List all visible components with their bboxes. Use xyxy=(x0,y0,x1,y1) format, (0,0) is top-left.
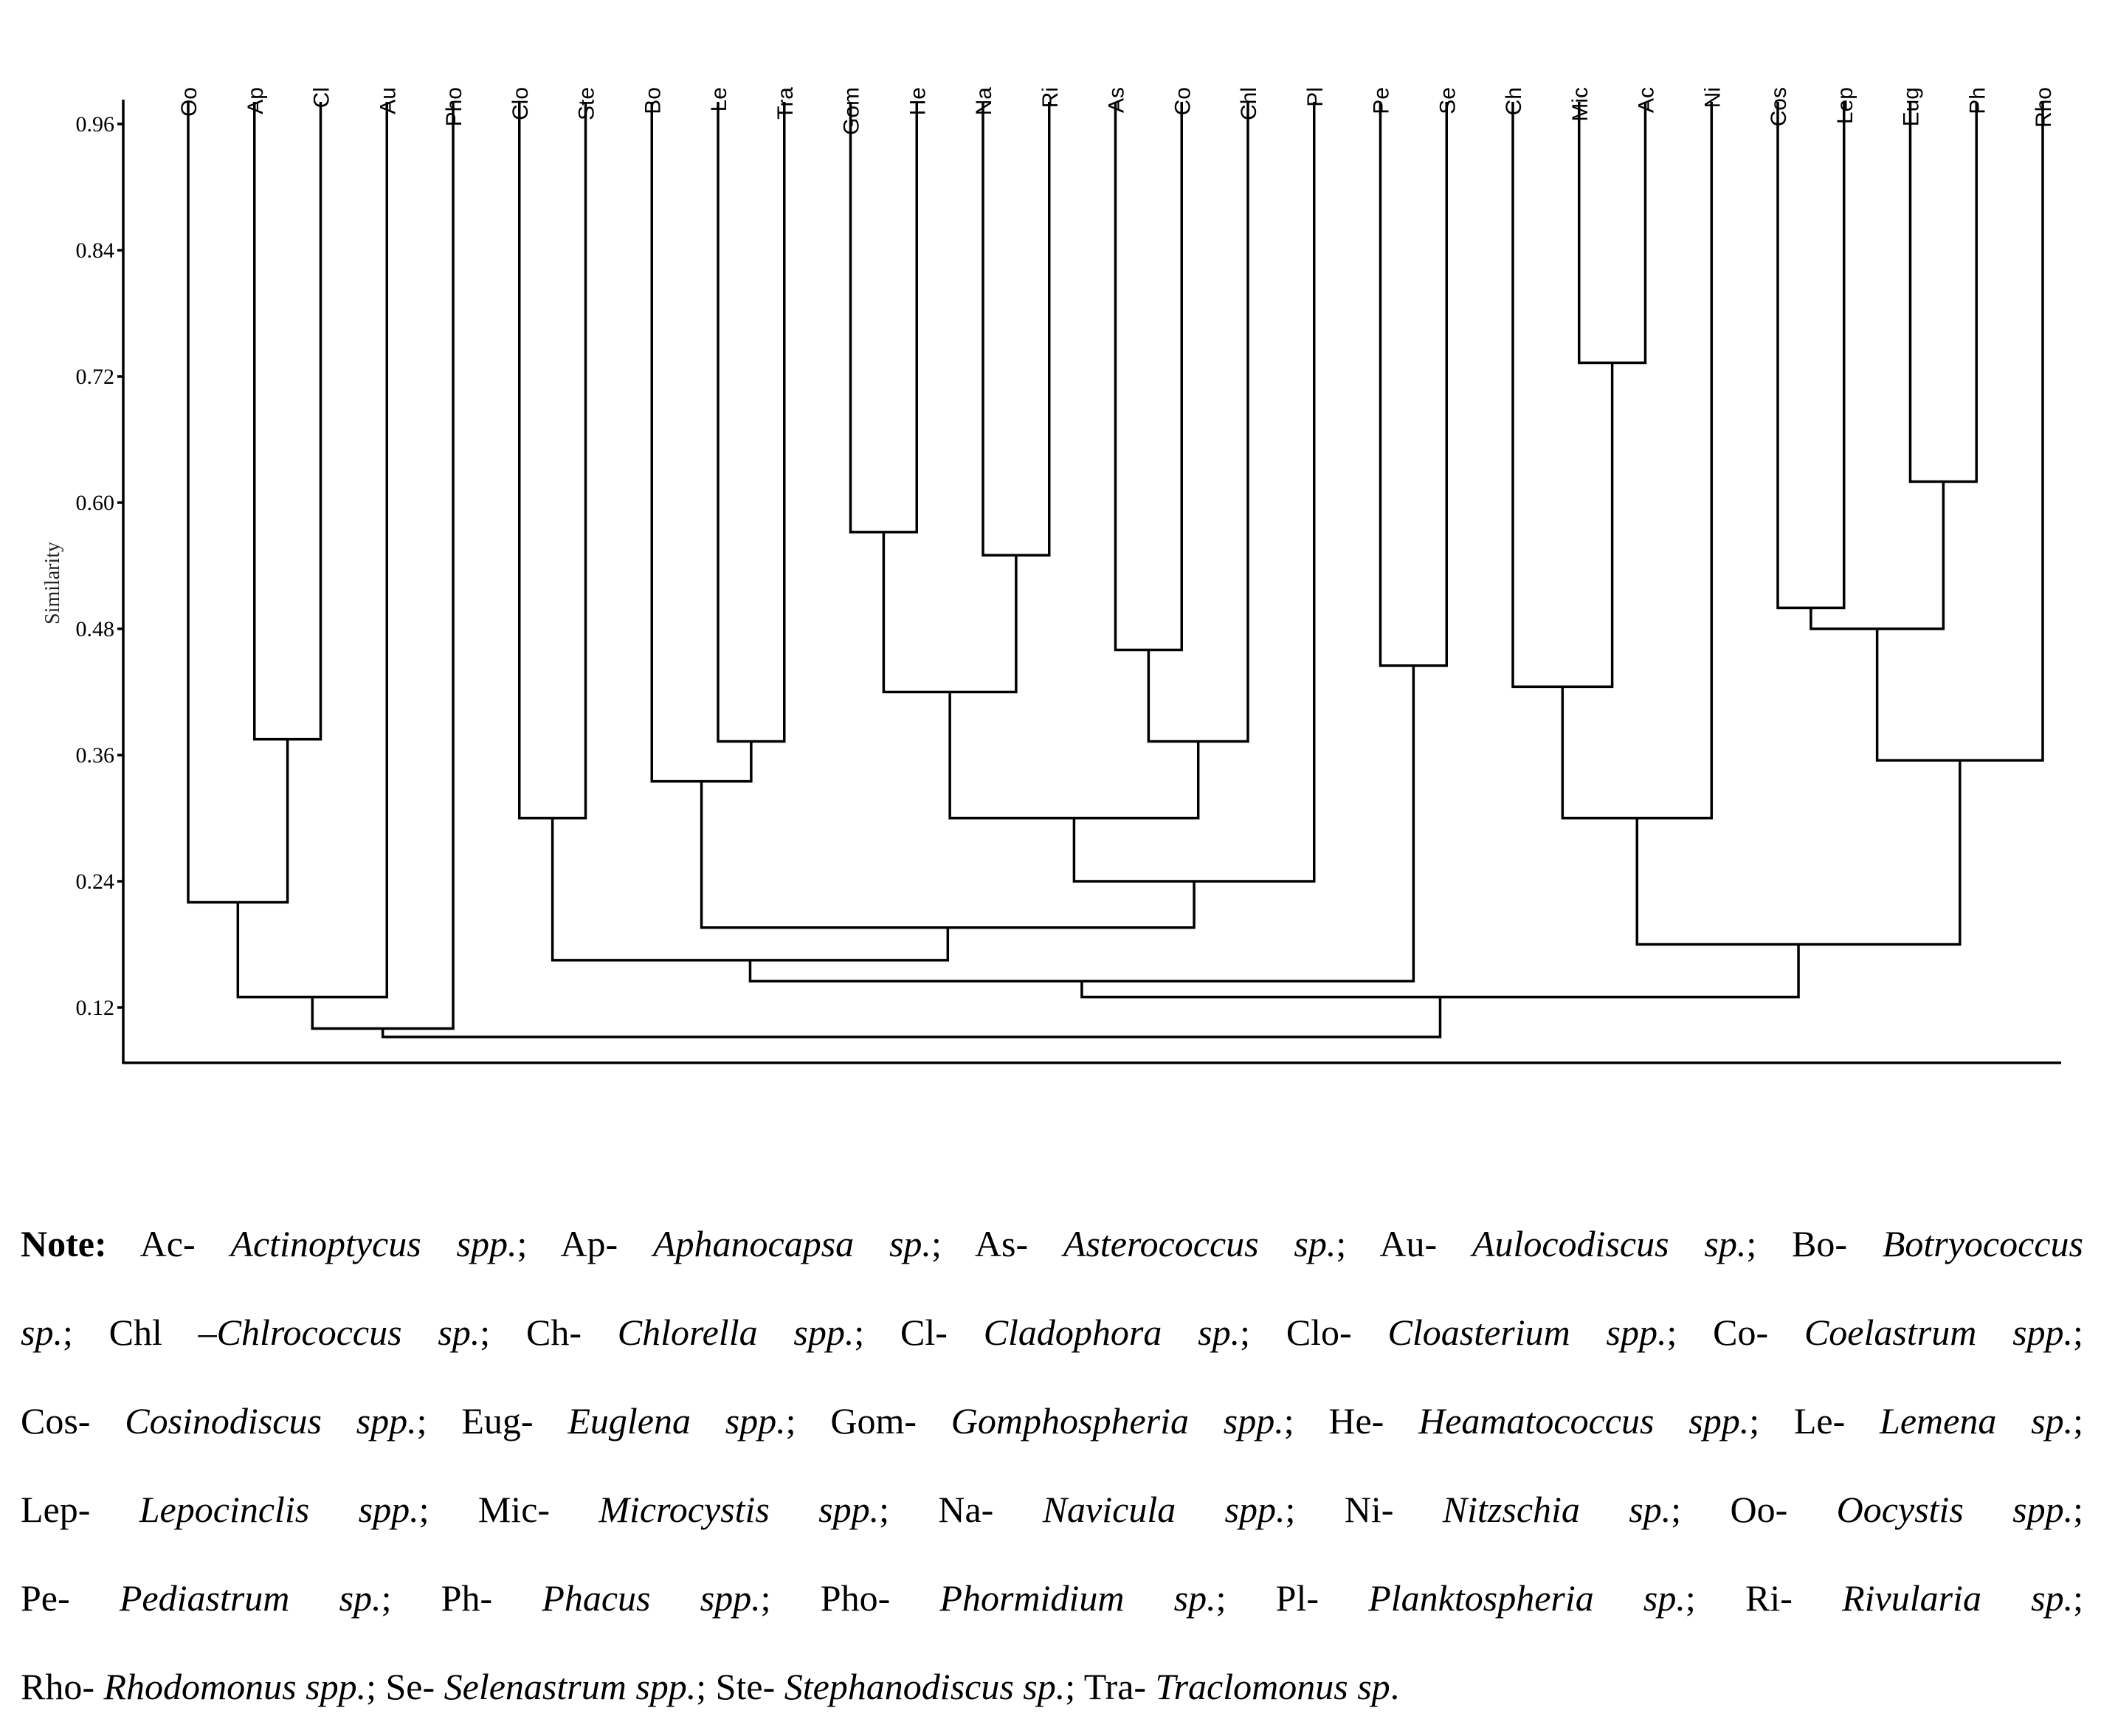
note-text: ; Ap- xyxy=(517,1223,653,1264)
leaf-label: Gom xyxy=(839,87,864,136)
species-name: Aulocodiscus sp. xyxy=(1472,1223,1747,1264)
note-text: Cos- xyxy=(21,1400,125,1442)
species-name: Cosinodiscus spp. xyxy=(125,1400,417,1442)
dendrogram-link xyxy=(553,819,948,960)
leaf-label: Bo xyxy=(641,87,666,114)
leaf-label: Le xyxy=(707,87,731,112)
axes xyxy=(123,100,2061,1063)
dendrogram-link xyxy=(983,102,1049,555)
note-line xyxy=(21,1465,2083,1554)
species-name: Coelastrum spp. xyxy=(1804,1312,2074,1353)
dendrogram-link xyxy=(188,102,288,903)
leaf-label: Ste xyxy=(574,87,599,121)
leaf-label: Cl xyxy=(309,87,334,108)
leaf-label: Na xyxy=(972,87,996,116)
note-text: ; Co- xyxy=(1666,1312,1804,1353)
note-text: ; Ri- xyxy=(1685,1577,1843,1619)
dendrogram-link xyxy=(312,102,453,1029)
y-tick-label: 0.84 xyxy=(75,238,114,263)
note-text: ; Na- xyxy=(879,1489,1043,1530)
species-name: Cladophora sp. xyxy=(983,1312,1241,1353)
dendrogram-link xyxy=(950,692,1198,819)
y-tick-label: 0.12 xyxy=(75,996,114,1020)
leaf-label: Ac xyxy=(1634,87,1659,114)
species-name: Microcystis spp. xyxy=(598,1489,880,1530)
dendrogram-link xyxy=(1562,102,1711,819)
note-text: ; Ch- xyxy=(480,1312,618,1353)
note-label: Note: xyxy=(21,1223,107,1264)
dendrogram-link xyxy=(1877,102,2043,760)
y-tick-label: 0.36 xyxy=(75,743,114,768)
dendrogram-link xyxy=(1082,945,1798,997)
dendrogram-link xyxy=(1381,102,1447,666)
species-name: Chlrococcus sp. xyxy=(216,1312,480,1353)
species-name: Euglena spp. xyxy=(567,1400,786,1442)
leaf-label: Ch xyxy=(1502,87,1526,116)
note-text: ; xyxy=(2073,1312,2083,1353)
species-note xyxy=(21,1199,2083,1731)
note-text: ; xyxy=(2073,1400,2083,1442)
note-text: ; Cl- xyxy=(854,1312,984,1353)
leaf-label: Ph xyxy=(1965,87,1990,114)
dendrogram-link xyxy=(520,102,586,819)
note-text: Pe- xyxy=(21,1577,120,1619)
note-text: ; Clo- xyxy=(1240,1312,1388,1353)
note-text: Ac- xyxy=(106,1223,231,1264)
species-name: Lepocinclis spp. xyxy=(139,1489,419,1530)
note-text: Rho- xyxy=(21,1666,104,1707)
note-line xyxy=(21,1199,2083,1288)
y-tick-label: 0.60 xyxy=(75,491,114,515)
leaf-label: Pe xyxy=(1369,87,1394,114)
dendrogram-link xyxy=(383,997,1441,1037)
note-text: ; Eug- xyxy=(416,1400,568,1442)
note-text: ; Se- xyxy=(366,1666,444,1707)
note-line xyxy=(21,1554,2083,1642)
note-text: ; He- xyxy=(1283,1400,1419,1442)
y-tick-label: 0.72 xyxy=(75,365,114,389)
dendrogram-link xyxy=(1074,102,1314,881)
leaf-label: Ap xyxy=(243,87,268,114)
dendrogram-link xyxy=(238,102,387,997)
species-name: Rivularia sp. xyxy=(1842,1577,2074,1619)
note-text: ; Ni- xyxy=(1285,1489,1443,1530)
leaf-label: Eug xyxy=(1899,87,1924,127)
leaf-label: Rho xyxy=(2032,87,2056,128)
species-name: Lemena sp. xyxy=(1880,1400,2074,1442)
y-axis-label: Similarity xyxy=(41,542,64,624)
leaf-label: Ri xyxy=(1038,87,1063,108)
dendrogram-link xyxy=(718,102,784,741)
dendrogram-link xyxy=(652,102,751,782)
note-text: ; Au- xyxy=(1336,1223,1472,1264)
species-name: Heamatococcus spp. xyxy=(1418,1400,1750,1442)
leaf-label: Clo xyxy=(508,87,533,121)
note-text: ; Chl – xyxy=(62,1312,217,1353)
leaf-label: Au xyxy=(376,87,401,114)
species-name: Nitzschia sp. xyxy=(1442,1489,1672,1530)
note-text: Lep- xyxy=(21,1489,139,1530)
species-name: Gomphospheria spp. xyxy=(951,1400,1284,1442)
y-tick-label: 0.48 xyxy=(75,617,114,641)
species-name: Oocystis spp. xyxy=(1836,1489,2074,1530)
leaf-label: Pl xyxy=(1303,87,1328,107)
note-text: ; Tra- xyxy=(1065,1666,1156,1707)
leaf-label: Oo xyxy=(177,87,201,117)
leaf-label: Pho xyxy=(442,87,466,127)
leaf-label: Ni xyxy=(1700,87,1725,108)
species-name: Actinoptycus spp. xyxy=(230,1223,517,1264)
dendrogram-link xyxy=(1778,102,1844,608)
leaf-label: Co xyxy=(1170,87,1196,116)
note-text: ; As- xyxy=(931,1223,1063,1264)
leaf-label: Cos xyxy=(1767,87,1791,127)
dendrogram-link xyxy=(1513,102,1612,686)
species-name: Navicula spp. xyxy=(1042,1489,1286,1530)
species-name: Planktospheria sp. xyxy=(1368,1577,1686,1619)
y-tick-label: 0.96 xyxy=(75,112,114,137)
dendrogram-link xyxy=(255,102,321,740)
species-name: Aphanocapsa sp. xyxy=(652,1223,931,1264)
leaf-label: Mic xyxy=(1567,87,1593,122)
species-name: Phacus spp. xyxy=(542,1577,761,1619)
y-tick-label: 0.24 xyxy=(75,869,114,894)
dendrogram-link xyxy=(1116,102,1182,650)
leaf-label: Chl xyxy=(1237,87,1261,121)
leaf-label: As xyxy=(1104,87,1129,114)
species-name: Selenastrum spp. xyxy=(444,1666,697,1707)
dendrogram-link xyxy=(1148,102,1248,741)
species-name: Chlorella spp. xyxy=(617,1312,855,1353)
dendrogram-link xyxy=(702,782,1195,928)
leaf-label: Lep xyxy=(1832,87,1857,125)
note-text: ; Mic- xyxy=(418,1489,599,1530)
dendrogram-link xyxy=(1579,102,1646,362)
dendrogram-link xyxy=(851,102,917,532)
leaf-label: Se xyxy=(1435,87,1460,114)
note-text: ; Ste- xyxy=(696,1666,784,1707)
species-name: Botryococcus xyxy=(1882,1223,2083,1264)
species-name: Asterococcus sp. xyxy=(1063,1223,1336,1264)
note-text: ; Pl- xyxy=(1215,1577,1369,1619)
note-line xyxy=(21,1377,2083,1465)
note-text: ; Bo- xyxy=(1746,1223,1883,1264)
leaf-label: Tra xyxy=(773,87,798,120)
note-text: ; Le- xyxy=(1749,1400,1880,1442)
species-name: Traclomonus sp xyxy=(1155,1666,1390,1707)
note-text: . xyxy=(1390,1666,1400,1707)
species-name: Stephanodiscus sp. xyxy=(784,1666,1066,1707)
species-name: Pediastrum sp. xyxy=(119,1577,382,1619)
species-name: Phormidium sp. xyxy=(939,1577,1216,1619)
species-name: sp. xyxy=(21,1312,63,1353)
note-line xyxy=(21,1288,2083,1377)
leaf-label: He xyxy=(905,87,931,116)
note-text: ; Pho- xyxy=(760,1577,940,1619)
dendrogram-link xyxy=(1637,760,1960,944)
note-text: ; Oo- xyxy=(1671,1489,1837,1530)
species-name: Rhodomonus spp. xyxy=(103,1666,367,1707)
note-line xyxy=(21,1642,2083,1731)
note-text: ; Gom- xyxy=(785,1400,951,1442)
note-text: ; xyxy=(2073,1489,2083,1530)
note-text: ; xyxy=(2073,1577,2083,1619)
species-name: Cloasterium spp. xyxy=(1387,1312,1667,1353)
note-text: ; Ph- xyxy=(381,1577,542,1619)
dendrogram-link xyxy=(1911,102,1977,482)
